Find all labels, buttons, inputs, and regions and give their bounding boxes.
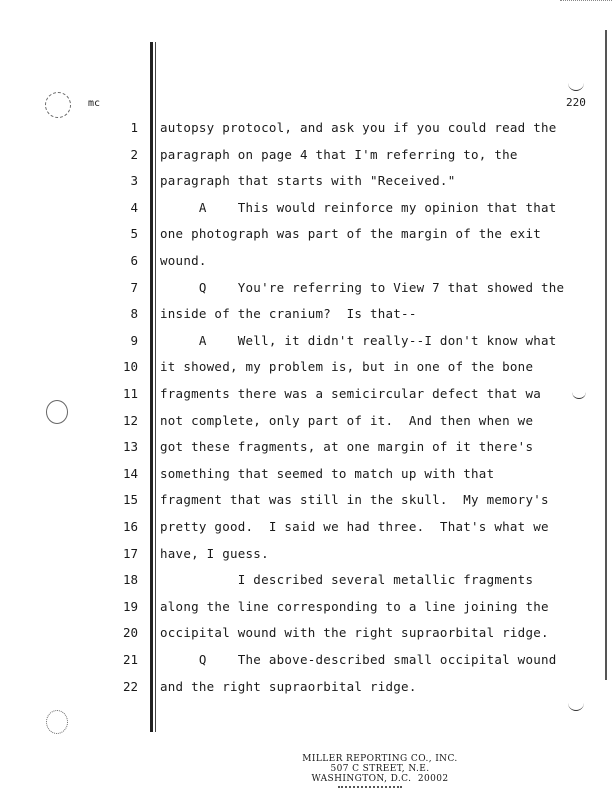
transcript-line [0, 437, 612, 457]
transcript-line [0, 278, 612, 298]
line-number: 9 [130, 332, 138, 348]
line-number: 20 [122, 625, 138, 641]
transcript-line [0, 331, 612, 351]
transcript-line [0, 251, 612, 271]
footer-street: 507 C STREET, N.E. [330, 764, 430, 774]
bottom-margin-mark [568, 700, 584, 711]
line-text: fragment that was still in the skull. My memory's [160, 492, 549, 508]
line-text: inside of the cranium? Is that-- [160, 306, 417, 322]
line-number: 3 [130, 173, 138, 189]
transcript-line [0, 464, 612, 484]
reporter-footer [0, 754, 612, 784]
line-text: not complete, only part of it. And then when we [160, 412, 534, 428]
transcript-line [0, 517, 612, 537]
line-text: fragments there was a semicircular defect that wa [160, 386, 542, 401]
line-text: Q The above-described small occipital wound [160, 652, 557, 667]
line-text: A This would reinforce my opinion that that [160, 199, 557, 215]
transcript-line [0, 198, 612, 218]
transcript-line [0, 570, 612, 590]
line-number: 6 [130, 253, 138, 268]
line-number: 19 [122, 598, 138, 614]
page-number: 220 [566, 96, 586, 109]
transcript-line [0, 224, 612, 244]
transcript-line [0, 490, 612, 510]
line-number: 18 [122, 572, 138, 588]
line-number: 14 [122, 465, 138, 481]
transcript-line [0, 544, 612, 564]
footer-cut-mark [338, 786, 402, 792]
line-text: Q You're referring to View 7 that showed the [160, 279, 565, 295]
line-number: 7 [130, 279, 138, 295]
line-text: paragraph that starts with "Received." [160, 173, 456, 189]
transcript-line [0, 677, 612, 697]
line-number: 4 [130, 199, 138, 215]
line-text: got these fragments, at one margin of it there's [160, 439, 534, 455]
line-number: 12 [122, 412, 138, 428]
top-edge-mark [560, 0, 612, 9]
line-text: have, I guess. [160, 545, 269, 561]
line-number: 21 [122, 652, 138, 667]
line-text: occipital wound with the right supraorbital ridge. [160, 625, 549, 641]
line-number: 22 [122, 678, 138, 694]
line-number: 11 [122, 386, 138, 401]
line-number: 5 [130, 226, 138, 242]
transcript-line [0, 597, 612, 617]
reporter-initials: mc [88, 98, 101, 109]
line-text: wound. [160, 253, 207, 268]
line-text: paragraph on page 4 that I'm referring to, the [160, 146, 518, 162]
line-text: along the line corresponding to a line joining the [160, 598, 549, 614]
line-text: and the right supraorbital ridge. [160, 678, 417, 694]
hole-punch-top [45, 92, 71, 118]
transcript-line [0, 411, 612, 431]
line-number: 16 [122, 519, 138, 534]
transcript-line [0, 384, 612, 404]
line-text: I described several metallic fragments [160, 572, 534, 588]
page-number-mark [568, 80, 584, 91]
line-number: 2 [130, 146, 138, 162]
line-text: A Well, it didn't really--I don't know what [160, 332, 557, 348]
line-text: autopsy protocol, and ask you if you could read the [160, 120, 557, 135]
line-text: one photograph was part of the margin of the exit [160, 226, 542, 242]
footer-company: MILLER REPORTING CO., INC. [302, 754, 458, 764]
line-number: 17 [122, 545, 138, 561]
line-number: 10 [122, 359, 138, 375]
transcript-line [0, 623, 612, 643]
transcript-line [0, 304, 612, 324]
transcript-line [0, 118, 612, 138]
line-text: it showed, my problem is, but in one of the bone [160, 359, 534, 375]
line-number: 15 [122, 492, 138, 508]
line-number: 8 [130, 306, 138, 322]
transcript-line [0, 171, 612, 191]
transcript-line [0, 357, 612, 377]
footer-city: WASHINGTON, D.C. 20002 [311, 774, 449, 784]
line-number: 13 [122, 439, 138, 455]
line-text: something that seemed to match up with that [160, 465, 495, 481]
hole-punch-bottom [46, 710, 68, 734]
line-number: 1 [130, 120, 138, 135]
line-text: pretty good. I said we had three. That's what we [160, 519, 549, 534]
transcript-line [0, 650, 612, 670]
transcript-line [0, 145, 612, 165]
